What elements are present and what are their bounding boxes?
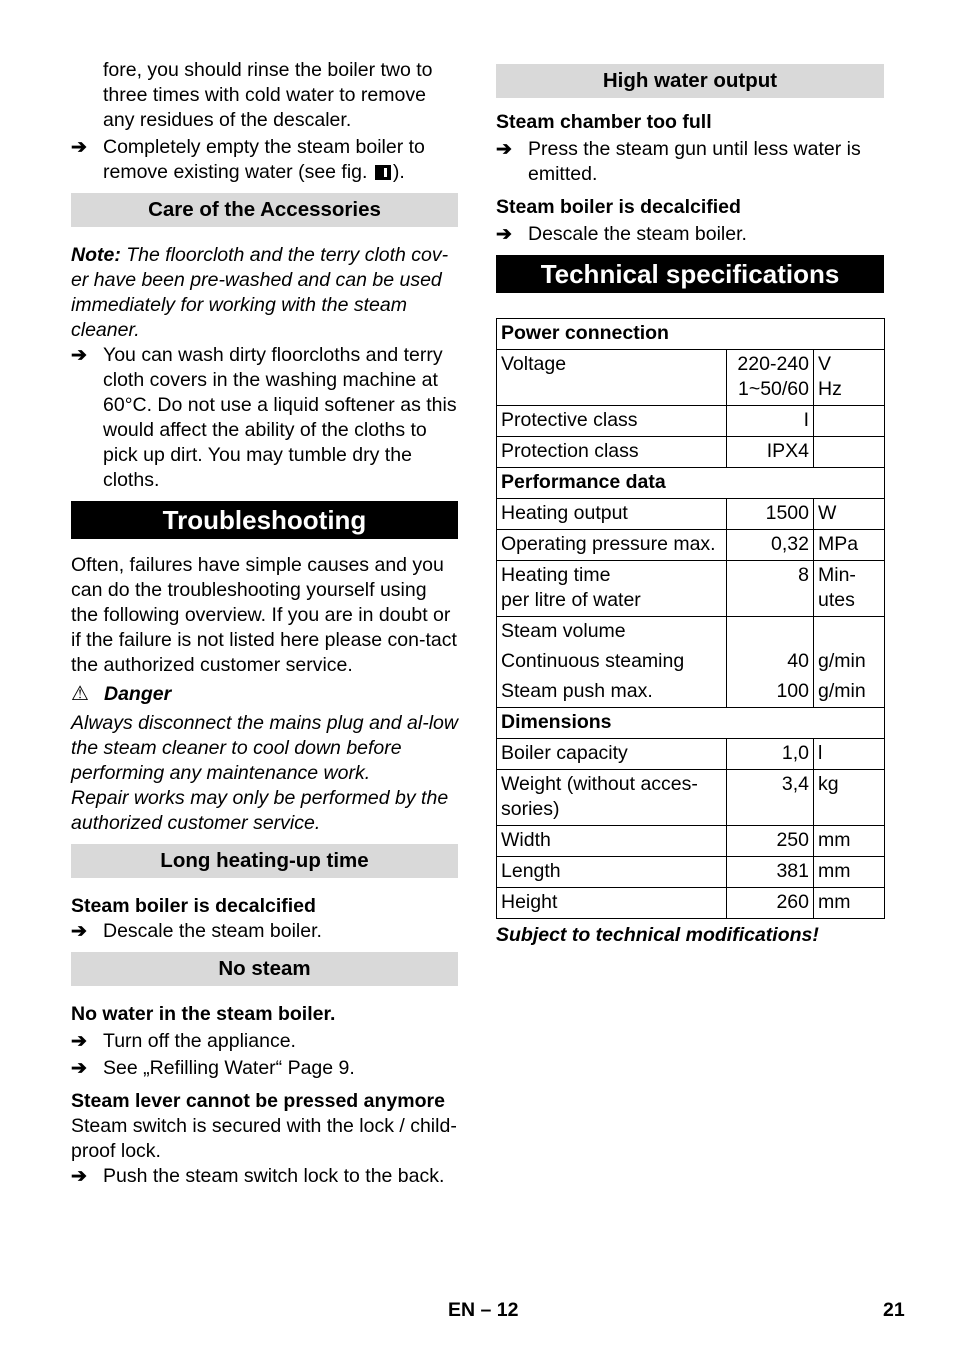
spec-label	[497, 770, 727, 826]
long-heating-heading: Long heating-up time	[71, 844, 458, 878]
table-row	[497, 530, 885, 561]
list-item	[71, 1029, 458, 1054]
list-item	[71, 1056, 458, 1081]
spec-label: Length	[497, 857, 727, 888]
section-header: Performance data	[497, 468, 885, 499]
no-steam-heading: No steam	[71, 952, 458, 986]
page-number: 21	[883, 1299, 905, 1321]
spec-unit	[814, 617, 885, 708]
spec-unit: kg	[814, 770, 885, 826]
table-row	[497, 708, 885, 739]
spec-unit: MPa	[814, 530, 885, 561]
spec-label: Protective class	[497, 406, 727, 437]
warning-triangle-icon: ⚠	[71, 683, 89, 705]
bullet-text-end: ).	[392, 161, 405, 183]
spec-value: 8	[727, 561, 814, 617]
troubleshooting-intro: Often, failures have simple causes and you can do the troubleshooting yourself using the following overview. If you are in doubt or if the failure is not listed here please con-tact the authorized customer service.	[71, 554, 457, 676]
list-item	[71, 135, 458, 185]
bullet-text: Press the steam gun until less water is emitted.	[528, 138, 861, 185]
intro-text: fore, you should rinse the boiler two to three times with cold water to remove any residues of the descaler.	[103, 59, 433, 131]
spec-label-line: Steam volume	[501, 620, 626, 642]
spec-label: Boiler capacity	[497, 739, 727, 770]
spec-label: Width	[497, 826, 727, 857]
spec-unit	[814, 561, 885, 617]
spec-value-line: 1~50/60	[737, 378, 809, 400]
table-row	[497, 739, 885, 770]
table-row	[497, 617, 885, 708]
danger-text: Always disconnect the mains plug and al-low the steam cleaner to cool down before performing any maintenance work.	[71, 712, 458, 784]
bullet-text: Completely empty the steam boiler to remove existing water (see fig.	[103, 136, 425, 183]
spec-unit-line: g/min	[818, 650, 866, 672]
spec-value: I	[727, 406, 814, 437]
lever-text: Steam switch is secured with the lock / child-proof lock.	[71, 1115, 457, 1162]
table-row	[497, 857, 885, 888]
spec-unit: l	[814, 739, 885, 770]
bullet-text: Descale the steam boiler.	[103, 920, 322, 942]
figure-ii-icon	[375, 165, 391, 180]
spec-label: Heating output	[497, 499, 727, 530]
table-row	[497, 561, 885, 617]
long-heating-subheading: Steam boiler is decalcified	[71, 895, 316, 917]
spec-value	[727, 617, 814, 708]
arrow-icon: ➔	[496, 139, 512, 160]
arrow-icon: ➔	[71, 345, 87, 366]
spec-unit: mm	[814, 888, 885, 919]
table-row	[497, 437, 885, 468]
spec-unit-line: utes	[818, 589, 855, 611]
list-item	[496, 222, 884, 247]
spec-unit	[814, 406, 885, 437]
spec-label-line: per litre of water	[501, 589, 641, 611]
spec-table	[496, 318, 885, 919]
high-water-heading: High water output	[496, 64, 884, 98]
troubleshooting-heading: Troubleshooting	[71, 501, 458, 539]
list-item	[71, 1164, 458, 1189]
arrow-icon: ➔	[71, 1058, 87, 1079]
spec-unit-line: Hz	[818, 378, 842, 400]
danger-label: Danger	[104, 683, 172, 705]
spec-value: IPX4	[727, 437, 814, 468]
spec-label: Voltage	[497, 350, 727, 406]
spec-label	[497, 561, 727, 617]
spec-unit-line: g/min	[818, 680, 866, 702]
list-item	[71, 919, 458, 944]
spec-label	[497, 617, 727, 708]
spec-label-line: Weight (without acces-	[501, 773, 698, 795]
spec-value-line: 100	[776, 680, 809, 702]
note-paragraph	[71, 243, 458, 343]
table-row	[497, 499, 885, 530]
spec-value: 381	[727, 857, 814, 888]
danger-heading	[71, 682, 458, 707]
section-header: Dimensions	[497, 708, 885, 739]
spec-value	[727, 350, 814, 406]
care-accessories-heading: Care of the Accessories	[71, 193, 458, 227]
spec-unit: W	[814, 499, 885, 530]
arrow-icon: ➔	[71, 1166, 87, 1187]
arrow-icon: ➔	[71, 137, 87, 158]
spec-label: Height	[497, 888, 727, 919]
table-row	[497, 770, 885, 826]
arrow-icon: ➔	[496, 224, 512, 245]
spec-label-line: Continuous steaming	[501, 650, 685, 672]
spec-value: 1500	[727, 499, 814, 530]
no-steam-subheading: No water in the steam boiler.	[71, 1003, 336, 1025]
table-row	[497, 826, 885, 857]
boiler-subheading: Steam boiler is decalcified	[496, 196, 741, 218]
subject-note: Subject to technical modifications!	[496, 924, 819, 946]
table-row	[497, 350, 885, 406]
bullet-text: You can wash dirty floorcloths and terry cloth covers in the washing machine at 60°C. Do not use a liquid softener as this would affect the ability of the cloths to pick up dirt. You may tumble dry the cloths.	[103, 344, 457, 491]
spec-value: 3,4	[727, 770, 814, 826]
section-header: Power connection	[497, 319, 885, 350]
spec-value: 1,0	[727, 739, 814, 770]
spec-label-line: Steam push max.	[501, 680, 653, 702]
table-row	[497, 319, 885, 350]
table-row	[497, 406, 885, 437]
spec-value: 260	[727, 888, 814, 919]
spec-label: Operating pressure max.	[497, 530, 727, 561]
spec-unit-line: V	[818, 353, 832, 375]
spec-unit-line: Min-	[818, 564, 856, 586]
lever-subheading: Steam lever cannot be pressed anymore	[71, 1090, 445, 1112]
danger-text: Repair works may only be performed by the authorized customer service.	[71, 787, 449, 834]
left-column	[71, 58, 458, 1189]
table-row	[497, 888, 885, 919]
spec-value-line: 220-240	[737, 353, 809, 375]
table-row	[497, 468, 885, 499]
page-label: EN – 12	[448, 1299, 519, 1321]
spec-label-line: sories)	[501, 798, 560, 820]
spec-value: 0,32	[727, 530, 814, 561]
note-text: The floorcloth and the terry cloth cov-er have been pre-washed and can be used immediately for working with the steam cleaner.	[71, 244, 449, 341]
list-item	[496, 137, 884, 187]
spec-value: 250	[727, 826, 814, 857]
spec-value-line: 40	[787, 650, 809, 672]
tech-spec-heading: Technical specifications	[496, 255, 884, 293]
chamber-subheading: Steam chamber too full	[496, 111, 712, 133]
note-label: Note:	[71, 244, 121, 266]
right-column	[496, 58, 884, 948]
list-item	[71, 343, 458, 493]
spec-label-line: Heating time	[501, 564, 611, 586]
bullet-text: Descale the steam boiler.	[528, 223, 747, 245]
spec-unit: mm	[814, 857, 885, 888]
bullet-text: See „Refilling Water“ Page 9.	[103, 1057, 355, 1079]
bullet-text: Push the steam switch lock to the back.	[103, 1165, 445, 1187]
bullet-text: Turn off the appliance.	[103, 1030, 296, 1052]
arrow-icon: ➔	[71, 1031, 87, 1052]
spec-unit: mm	[814, 826, 885, 857]
arrow-icon: ➔	[71, 921, 87, 942]
spec-unit	[814, 350, 885, 406]
spec-unit	[814, 437, 885, 468]
spec-label: Protection class	[497, 437, 727, 468]
